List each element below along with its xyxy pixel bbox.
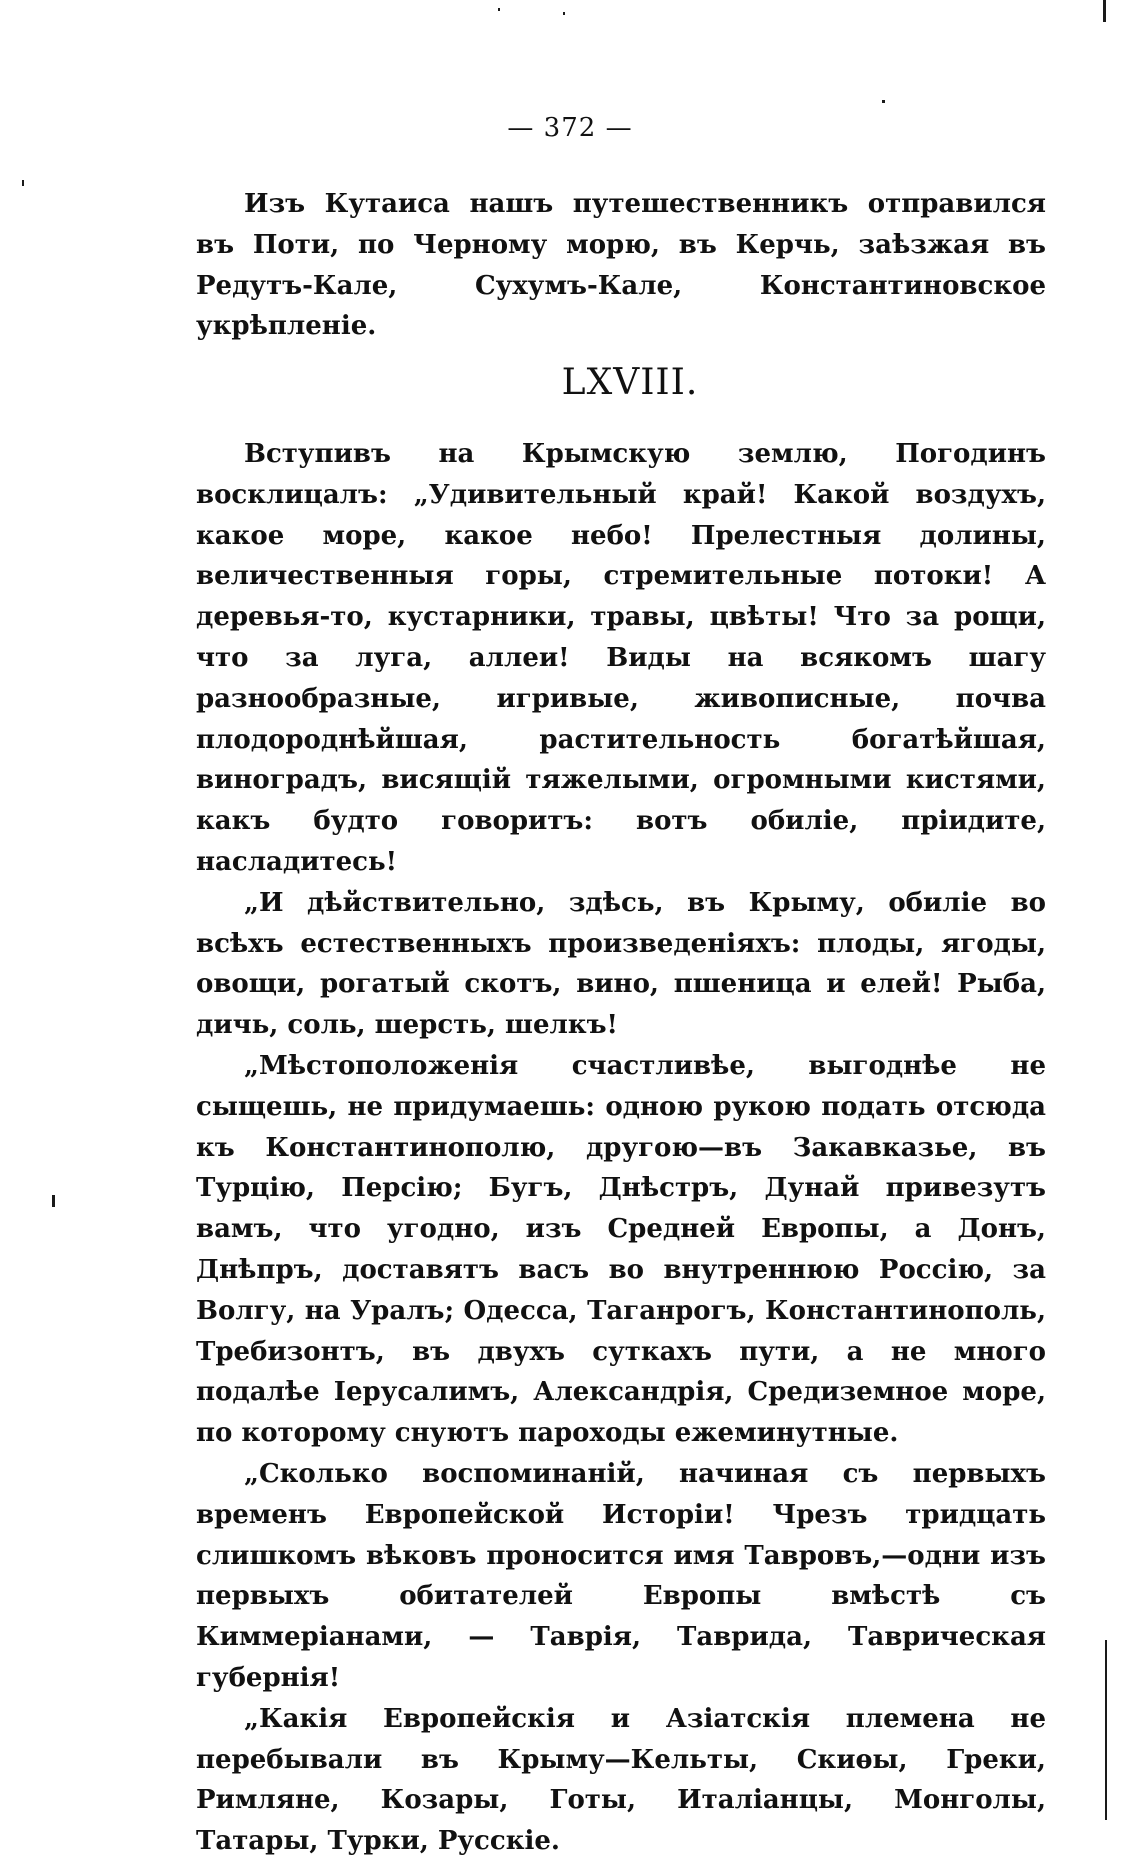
scan-speck (882, 100, 885, 103)
page-number: — 372 — (507, 113, 633, 143)
scan-speck (563, 12, 565, 15)
paragraph-3: „Мѣстоположенія счастливѣе, выгоднѣе не сыщешь, не придумаешь: одною рукою подать отсюда къ Константинополю, другою—въ Закавказье, въ Турцію, Персію; Бугъ, Днѣстръ, Дунай привезутъ вамъ, что угодно, изъ Средней Европы, а Донъ, Днѣпръ, доставятъ васъ во внутреннюю Россію, за Волгу, на Уралъ; Одесса, Таганрогъ, Константинополь, Требизонтъ, въ двухъ суткахъ пути, а не много подалѣе Іерусалимъ, Александрія, Средиземное море, по которому снуютъ пароходы ежеминутные. (196, 1050, 1046, 1449)
scan-speck (22, 180, 24, 186)
chapter-heading: LXVIII. (561, 362, 699, 403)
chapter-body (196, 434, 1046, 1862)
scan-speck (498, 8, 500, 11)
paragraph-1: Вступивъ на Крымскую землю, Погодинъ восклицалъ: „Удивительный край! Какой воздухъ, какое море, какое небо! Прелестныя долины, величественныя горы, стремительные потоки! А деревья-то, кустарники, травы, цвѣты! Что за рощи, что за луга, аллеи! Виды на всякомъ шагу разнообразные, игривые, живописные, почва плодороднѣйшая, растительность богатѣйшая, виноградъ, висящій тяжелыми, огромными кистями, какъ будто говоритъ: вотъ обиліе, пріидите, насладитесь! (196, 439, 1046, 877)
paragraph-4: „Сколько воспоминаній, начиная съ первыхъ временъ Европейской Исторіи! Чрезъ тридцать слишкомъ вѣковъ проносится имя Тавровъ,—одни изъ первыхъ обитателей Европы вмѣстѣ съ Киммеріанами, — Таврія, Таврида, Таврическая губернія! (196, 1458, 1046, 1693)
scan-speck (1105, 1640, 1107, 1820)
intro-paragraph: Изъ Кутаиса нашъ путешественникъ отправился въ Поти, по Черному морю, въ Керчь, заѣзжая въ Редутъ-Кале, Сухумъ-Кале, Константиновское укрѣпленіе. (196, 189, 1046, 342)
paragraph-2: „И дѣйствительно, здѣсь, въ Крыму, обиліе во всѣхъ естественныхъ произведеніяхъ: плоды, ягоды, овощи, рогатый скотъ, вино, пшеница и елей! Рыба, дичь, соль, шерсть, шелкъ! (196, 887, 1046, 1041)
scan-speck (1103, 0, 1106, 22)
scan-speck (52, 1195, 55, 1207)
intro-section (196, 184, 1046, 347)
paragraph-5: „Какія Европейскія и Азіатскія племена не перебывали въ Крыму—Кельты, Скиѳы, Греки, Римляне, Козары, Готы, Италіанцы, Монголы, Татары, Турки, Русскіе. (196, 1703, 1046, 1857)
